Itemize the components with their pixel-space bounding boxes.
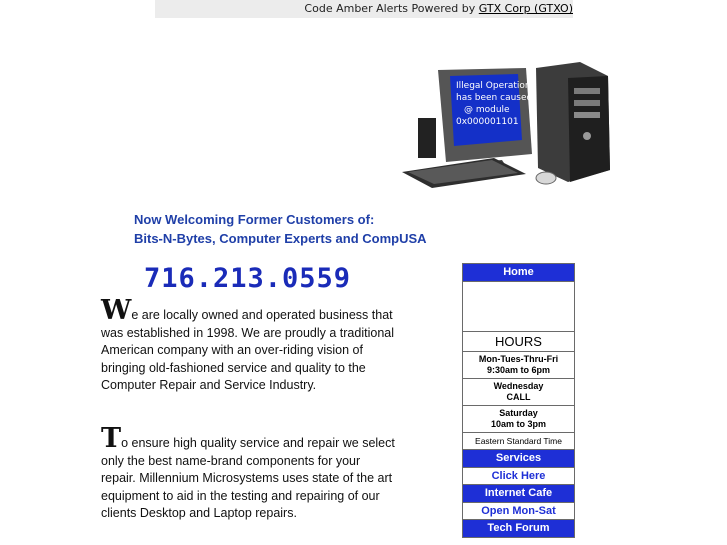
gtx-corp-link[interactable]: GTX Corp (GTXO)	[478, 2, 573, 15]
hours-saturday	[463, 406, 574, 433]
quality-text: o ensure high quality service and repair we select only the best name-brand components for your repair. Millennium Microsystems uses state of the art equipment to aid in the testing and repairing of our clients Desktop and Laptop repairs.	[101, 436, 395, 520]
hours-wednesday-time: CALL	[506, 392, 531, 402]
sidebar-nav	[462, 263, 575, 538]
computer-illustration	[398, 58, 618, 190]
nav-services[interactable]: Services	[463, 450, 574, 468]
welcome-message	[134, 210, 427, 248]
hours-weekdays-time: 9:30am to 6pm	[486, 365, 551, 375]
welcome-line-1: Now Welcoming Former Customers of:	[134, 212, 375, 227]
quality-paragraph	[101, 423, 396, 523]
hours-title: HOURS	[463, 332, 574, 352]
services-link[interactable]: Click Here	[463, 468, 574, 485]
ticker-bar	[155, 0, 573, 18]
nav-internet-cafe[interactable]: Internet Cafe	[463, 485, 574, 503]
hours-weekdays-days: Mon-Tues-Thru-Fri	[478, 354, 559, 364]
screen-line-3: @ module	[464, 105, 510, 115]
nav-home[interactable]: Home	[463, 264, 574, 282]
hours-saturday-day: Saturday	[499, 408, 538, 418]
dropcap-w: W	[101, 295, 132, 326]
cafe-hours-link[interactable]: Open Mon-Sat	[463, 503, 574, 520]
blank-cell	[463, 282, 574, 332]
nav-tech-forum[interactable]: Tech Forum	[463, 520, 574, 537]
ticker-label: Code Amber Alerts Powered by	[304, 2, 476, 15]
phone-number: 716.213.0559	[144, 263, 352, 294]
screen-line-4: 0x000001101	[456, 117, 519, 127]
timezone-label: Eastern Standard Time	[463, 433, 574, 450]
hours-saturday-time: 10am to 3pm	[490, 419, 547, 429]
hours-weekdays	[463, 352, 574, 379]
intro-text: e are locally owned and operated business that was established in 1998. We are proudly a traditional American company with an over-riding vision of bringing old-fashioned service and quality to the Computer Repair and Service Industry.	[101, 308, 394, 392]
intro-paragraph	[101, 295, 396, 395]
hours-wednesday	[463, 379, 574, 406]
dropcap-t: T	[101, 423, 122, 454]
screen-line-1: Illegal Operation	[456, 81, 531, 91]
screen-line-2: has been caused	[456, 93, 533, 103]
ticker-text	[304, 2, 573, 15]
hours-wednesday-day: Wednesday	[493, 381, 544, 391]
welcome-line-2: Bits-N-Bytes, Computer Experts and CompUSA	[134, 231, 427, 246]
